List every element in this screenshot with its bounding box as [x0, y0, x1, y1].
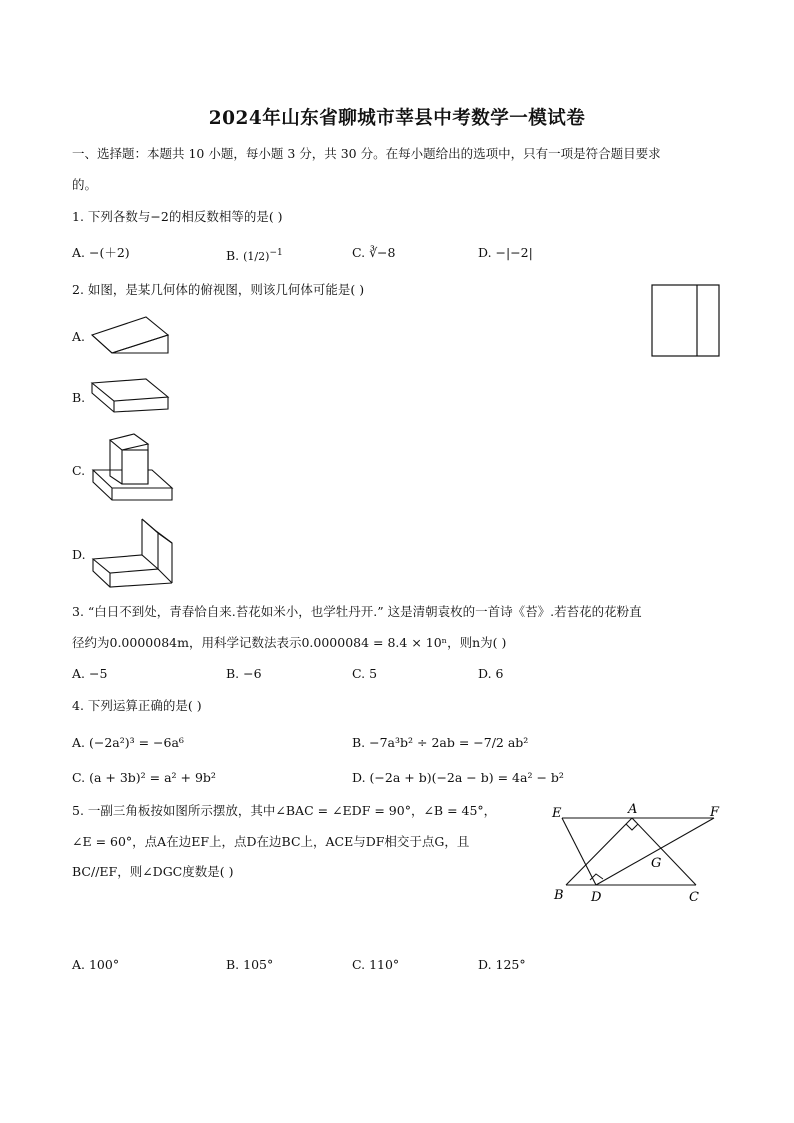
q3-stem-line2: 径约为0.0000084m，用科学记数法表示0.0000084 = 8.4 × 10ⁿ，则n为( ) — [72, 635, 507, 650]
q4-stem: 4. 下列运算正确的是( ) — [72, 698, 202, 713]
q5-triangle-figure — [548, 800, 728, 908]
q5-option-a: A. 100° — [72, 957, 120, 972]
q4-option-a: A. (−2a²)³ = −6a⁶ — [72, 735, 184, 750]
q2-figure-a-wedge — [90, 315, 172, 355]
q2-option-b: B. — [72, 390, 86, 405]
q4-option-b: B. −7a³b² ÷ 2ab = −7/2 ab² — [352, 735, 529, 750]
q1-option-b — [226, 245, 283, 265]
q5-stem-line1: 5. 一副三角板按如图所示摆放，其中∠BAC = ∠EDF = 90°，∠B = 45°， — [72, 803, 497, 818]
q4-option-d: D. (−2a + b)(−2a − b) = 4a² − b² — [352, 770, 564, 785]
q3-option-b: B. −6 — [226, 666, 262, 681]
q3-option-c: C. 5 — [352, 666, 378, 681]
q1-option-a: A. −(＋2) — [72, 245, 130, 260]
fig-label-a: A — [628, 802, 638, 817]
fig-label-b: B — [554, 888, 564, 903]
q1-stem: 1. 下列各数与−2的相反数相等的是( ) — [72, 209, 283, 224]
q2-stem: 2. 如图，是某几何体的俯视图，则该几何体可能是( ) — [72, 282, 365, 297]
q2-option-d: D. — [72, 547, 86, 562]
q3-stem-line1: 3. “白日不到处，青春恰自来.苔花如米小，也学牡丹开.” 这是清朝袁枚的一首诗《苔》.若苔花的花粉直 — [72, 604, 642, 619]
section-instructions-line1: 一、选择题：本题共 10 小题，每小题 3 分，共 30 分。在每小题给出的选项中，只有一项是符合题目要求 — [72, 146, 661, 161]
q2-option-c: C. — [72, 463, 86, 478]
q5-option-c: C. 110° — [352, 957, 400, 972]
q1-option-d: D. −|−2| — [478, 245, 533, 260]
q5-option-b: B. 105° — [226, 957, 274, 972]
fig-label-e: E — [552, 806, 562, 821]
q1-option-b-prefix: B. — [226, 248, 244, 264]
q2-figure-d-l-shape — [90, 515, 176, 591]
fig-label-c: C — [689, 890, 699, 905]
q2-top-view-figure — [651, 284, 721, 357]
q2-figure-b-slab — [90, 377, 172, 415]
page-title: 2024年山东省聊城市莘县中考数学一模试卷 — [208, 108, 586, 129]
fig-label-g: G — [651, 856, 662, 871]
q5-stem-line2: ∠E = 60°，点A在边EF上，点D在边BC上，ACE与DF相交于点G，且 — [72, 834, 470, 849]
section-instructions-line2: 的。 — [72, 177, 98, 192]
q3-option-d: D. 6 — [478, 666, 504, 681]
q3-option-a: A. −5 — [72, 666, 108, 681]
q5-stem-line3: BC//EF，则∠DGC度数是( ) — [72, 864, 234, 879]
q1-option-b-exp: −1 — [269, 248, 283, 258]
q4-option-c: C. (a + 3b)² = a² + 9b² — [72, 770, 216, 785]
q1-option-b-base: (1/2) — [243, 250, 270, 264]
q5-option-d: D. 125° — [478, 957, 526, 972]
q1-option-c: C. ∛−8 — [352, 245, 396, 260]
fig-label-d: D — [591, 890, 602, 905]
q2-figure-c-block-on-slab — [90, 430, 176, 510]
q2-option-a: A. — [72, 329, 86, 344]
fig-label-f: F — [710, 805, 720, 820]
